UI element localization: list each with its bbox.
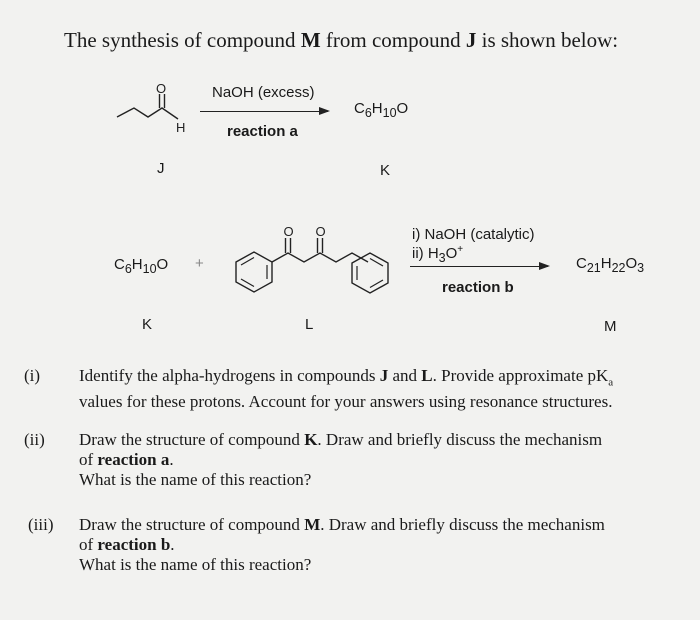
question-3-number: (iii) [28, 515, 54, 534]
j-hydrogen-atom: H [176, 120, 186, 135]
label-j: J [157, 160, 165, 177]
reaction-b-reagent-2: ii) $H_3O^+$ [412, 244, 464, 265]
compound-k-reactant-formula: $C_6H_{10}O$ [114, 256, 169, 276]
compound-k-formula: $C_6H_{10}O$ [354, 100, 409, 120]
question-1-text [79, 366, 694, 412]
j-carbon-chain [117, 108, 178, 119]
label-k-top: K [380, 162, 391, 179]
l-carbon-chain [272, 253, 368, 262]
l-oxygen-atom-1: O [283, 224, 294, 239]
compound-l-structure [218, 222, 398, 302]
question-1-number: (i) [24, 366, 41, 385]
question-3-text [79, 515, 694, 575]
question-1-line-2: values for these protons. Account for your answers using resonance structures. [79, 392, 613, 412]
question-2-line-1: Draw the structure of compound K. Draw and briefly discuss the mechanism [79, 430, 603, 449]
label-k-bottom: K [142, 316, 153, 333]
reaction-b-label: reaction b [442, 279, 514, 296]
question-3-line-1: Draw the structure of compound M. Draw and briefly discuss the mechanism [79, 515, 605, 534]
label-l: L [305, 316, 314, 333]
question-1-line-1: Identify the alpha-hydrogens in compounds J and L. Provide approximate $pK_a$ [79, 366, 614, 389]
reaction-a-arrow [200, 111, 328, 112]
j-oxygen-atom: O [156, 81, 167, 96]
question-3-line-2: of reaction b. [79, 535, 175, 554]
reaction-a-reagent: NaOH (excess) [212, 84, 315, 101]
reaction-b-reagent-1: i) NaOH (catalytic) [412, 226, 535, 243]
l-oxygen-atom-2: O [315, 224, 326, 239]
question-2-line-2: of reaction a. [79, 450, 174, 469]
question-2-number: (ii) [24, 430, 45, 449]
plus-sign: + [195, 255, 204, 272]
reaction-b-arrow [410, 266, 548, 267]
question-2-text [79, 430, 694, 490]
question-2-line-3: What is the name of this reaction? [79, 470, 312, 489]
compound-m-formula: $C_{21}H_{22}O_3$ [576, 255, 645, 275]
label-m: M [604, 318, 617, 335]
reaction-a-label: reaction a [227, 123, 298, 140]
compound-j-structure [112, 81, 202, 146]
question-3-line-3: What is the name of this reaction? [79, 555, 312, 574]
problem-title: The synthesis of compound M from compound J is shown below: [64, 28, 619, 52]
